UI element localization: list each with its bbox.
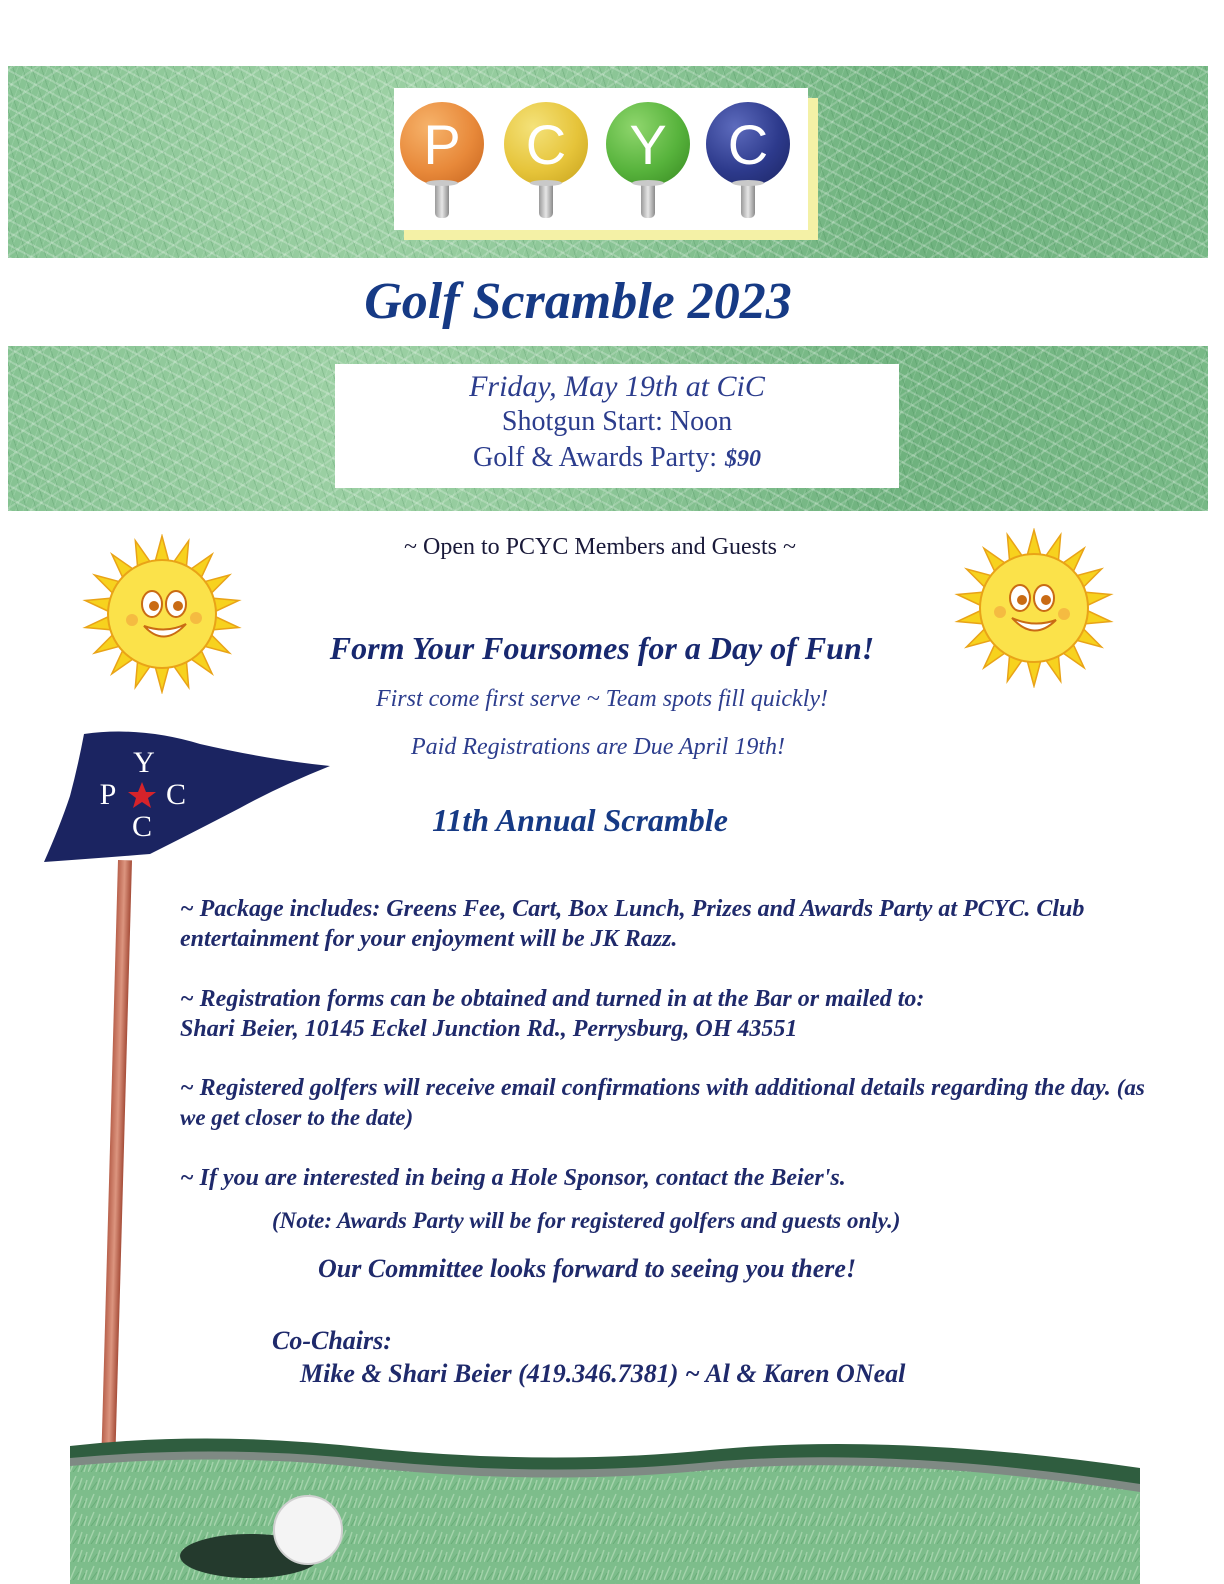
flag-letter-right: C xyxy=(165,778,187,811)
first-come-line: First come first serve ~ Team spots fill quickly! xyxy=(375,686,829,712)
price-label: Golf & Awards Party: xyxy=(473,442,717,473)
price-value: $90 xyxy=(724,446,761,472)
form-foursomes-heading: Form Your Foursomes for a Day of Fun! xyxy=(329,630,875,666)
sun-icon xyxy=(82,534,242,694)
sponsor-paragraph: ~ If you are interested in being a Hole Sponsor, contact the Beier's. xyxy=(180,1165,846,1191)
pcyc-logo xyxy=(394,88,808,230)
golf-tee-icon xyxy=(435,184,449,218)
flag-letter-left: P xyxy=(99,778,117,811)
pennant-flag-icon xyxy=(40,726,340,876)
package-paragraph: ~ Package includes: Greens Fee, Cart, Box Lunch, Prizes and Awards Party at PCYC. Club entertainment for your enjoyment will be JK Razz. xyxy=(180,896,1085,952)
logo-ball-y: Y xyxy=(606,102,690,186)
golf-tee-icon xyxy=(539,184,553,218)
event-info-box xyxy=(335,364,899,488)
golf-tee-icon xyxy=(641,184,655,218)
registration-paragraph xyxy=(180,984,1170,1044)
confirmation-main: ~ Registered golfers will receive email confirmations with additional details regarding the day. xyxy=(180,1075,1111,1101)
price-row xyxy=(335,440,899,477)
confirmation-note: (as we get closer to the date) xyxy=(180,1075,1145,1130)
event-date: Friday, May 19th at CiC xyxy=(469,370,765,403)
awards-party-note: (Note: Awards Party will be for registered golfers and guests only.) xyxy=(272,1208,901,1233)
flag-letter-bottom: C xyxy=(131,810,153,843)
golf-tee-icon xyxy=(741,184,755,218)
logo-ball-c: C xyxy=(504,102,588,186)
co-chairs-label: Co-Chairs: xyxy=(272,1326,392,1355)
open-to-line: ~ Open to PCYC Members and Guests ~ xyxy=(404,534,796,560)
registration-due-line: Paid Registrations are Due April 19th! xyxy=(411,734,785,760)
flag-letter-top: Y xyxy=(133,746,155,779)
shotgun-start: Shotgun Start: Noon xyxy=(501,406,733,437)
registration-line-1: ~ Registration forms can be obtained and turned in at the Bar or mailed to: xyxy=(180,986,925,1012)
logo-ball-p: P xyxy=(400,102,484,186)
co-chairs-names: Mike & Shari Beier (419.346.7381) ~ Al & Karen ONeal xyxy=(300,1359,906,1388)
confirmation-paragraph xyxy=(180,1073,1170,1133)
registration-address: Shari Beier, 10145 Eckel Junction Rd., Perrysburg, OH 43551 xyxy=(180,1016,798,1042)
page-title: Golf Scramble 2023 xyxy=(364,273,792,330)
putting-green xyxy=(70,1418,1140,1584)
annual-scramble-heading: 11th Annual Scramble xyxy=(432,802,728,838)
golf-ball-icon xyxy=(274,1496,342,1564)
committee-line: Our Committee looks forward to seeing you there! xyxy=(318,1254,857,1283)
logo-ball-c2: C xyxy=(706,102,790,186)
